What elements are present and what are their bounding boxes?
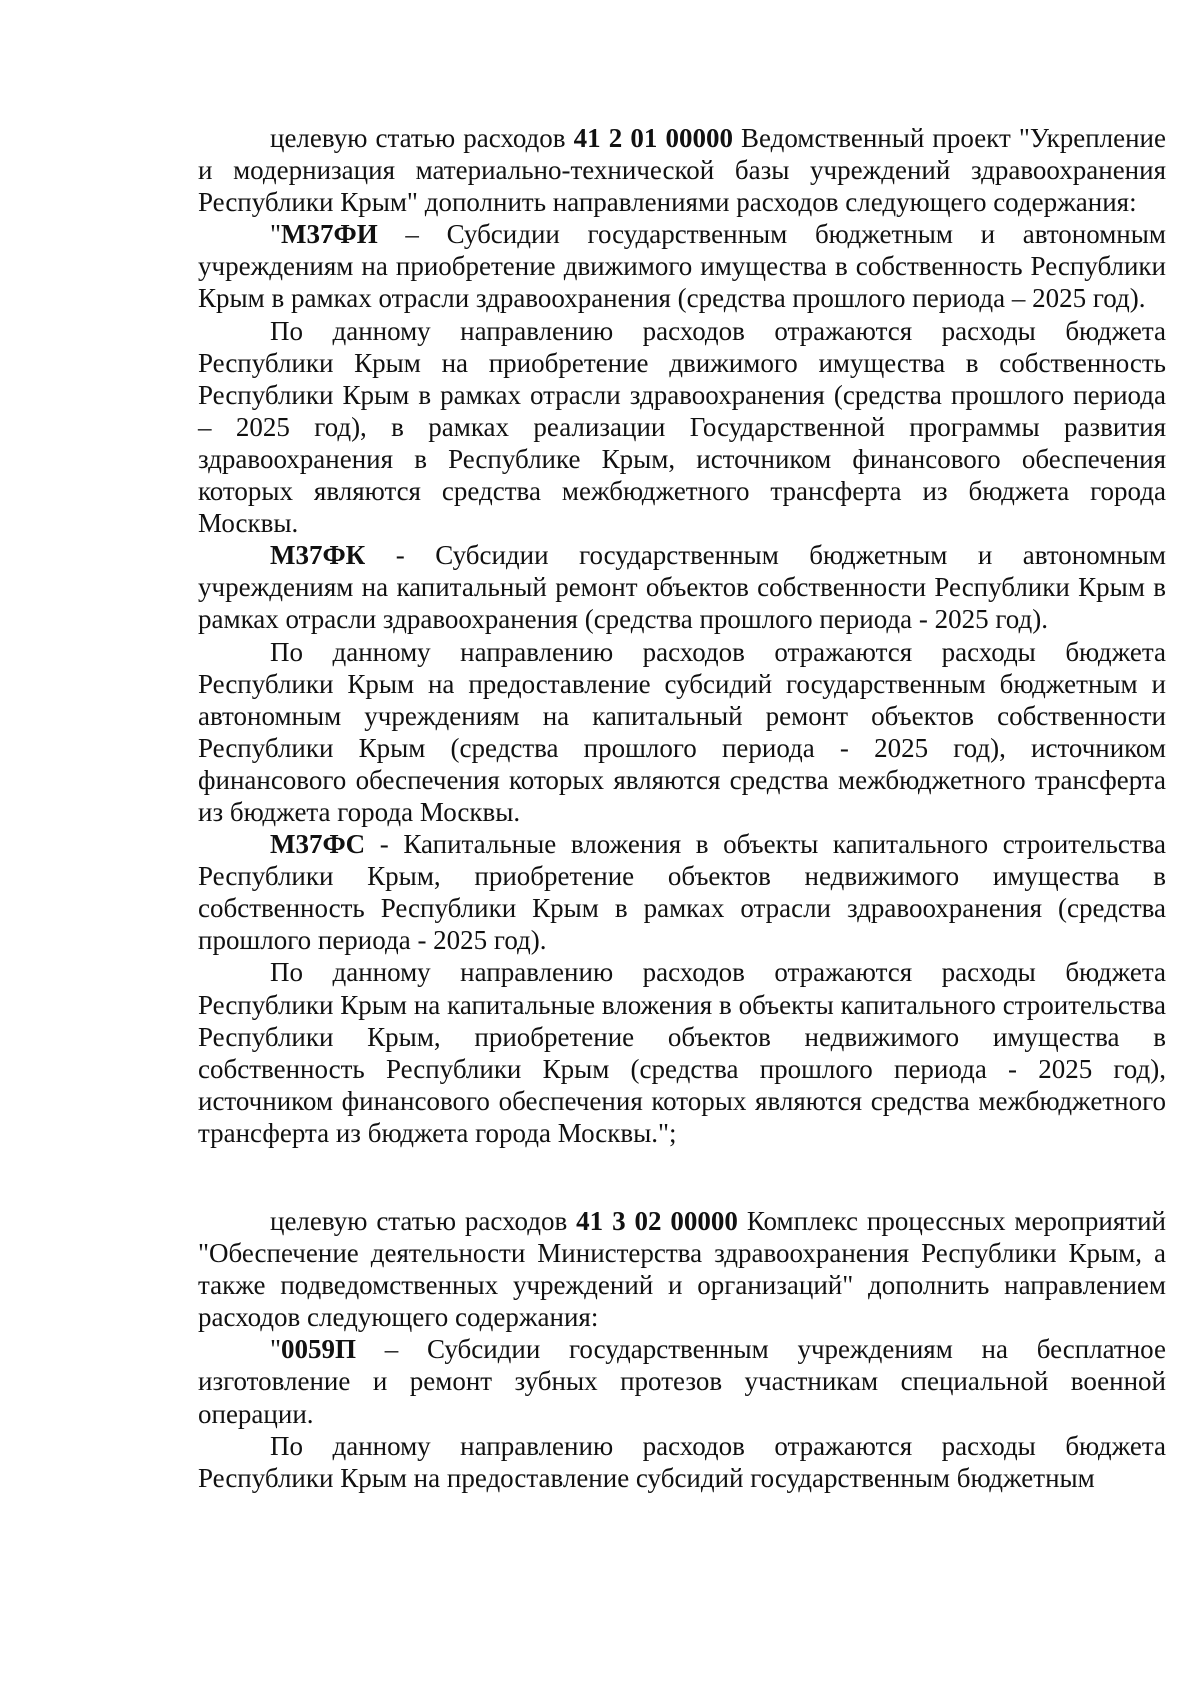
paragraph-m37fk bbox=[198, 539, 1166, 635]
paragraph-text: По данному направлению расходов отражаются расходы бюджета Республики Крым на предоставление субсидий государственным бюджетным bbox=[198, 1430, 1166, 1493]
paragraph-text: По данному направлению расходов отражаются расходы бюджета Республики Крым на предоставление субсидий государственным бюджетным и автономным учреждениям на капитальный ремонт объектов собственности Республики Крым (средства прошлого периода - 2025 год), источником финансового обеспечения которых являются средства межбюджетного трансферта из бюджета города Москвы. bbox=[198, 636, 1166, 827]
section-spacer bbox=[198, 1149, 1166, 1205]
paragraph-0059p bbox=[198, 1333, 1166, 1429]
paragraph-target-article-41-3-02 bbox=[198, 1205, 1166, 1333]
paragraph-text: Комплекс процессных мероприятий "Обеспечение деятельности Министерства здравоохранения Республики Крым, а также подведомственных учреждений и организаций" дополнить направлением расходов следующего содержания: bbox=[198, 1206, 1166, 1333]
paragraph-m37fi-description bbox=[198, 315, 1166, 540]
expense-code-m37fs: М37ФС bbox=[270, 829, 366, 860]
expense-code-0059p: 0059П bbox=[281, 1334, 357, 1365]
paragraph-text: По данному направлению расходов отражаются расходы бюджета Республики Крым на приобретение движимого имущества в собственность Республики Крым в рамках отрасли здравоохранения (средства прошлого периода – 2025 год), в рамках реализации Государственной программы развития здравоохранения в Республике Крым, источником финансового обеспечения которых являются средства межбюджетного трансферта из бюджета города Москвы. bbox=[198, 315, 1166, 539]
expense-code-m37fi: М37ФИ bbox=[281, 219, 378, 250]
target-article-code: 41 2 01 00000 bbox=[573, 123, 733, 153]
paragraph-0059p-description bbox=[198, 1430, 1166, 1494]
opening-quote: " bbox=[270, 1334, 282, 1365]
expense-code-m37fk: М37ФК bbox=[270, 540, 366, 571]
opening-quote: " bbox=[270, 219, 282, 250]
document-page bbox=[198, 122, 1166, 1494]
paragraph-m37fs-description bbox=[198, 956, 1166, 1149]
paragraph-text: - Капитальные вложения в объекты капитального строительства Республики Крым, приобретение объектов недвижимого имущества в собственность Республики Крым в рамках отрасли здравоохранения (средства прошлого периода - 2025 год). bbox=[198, 829, 1166, 956]
paragraph-text: По данному направлению расходов отражаются расходы бюджета Республики Крым на капитальные вложения в объекты капитального строительства Республики Крым, приобретение объектов недвижимого имущества в собственность Республики Крым (средства прошлого периода - 2025 год), источником финансового обеспечения которых являются средства межбюджетного трансферта из бюджета города Москвы."; bbox=[198, 957, 1166, 1148]
paragraph-text: – Субсидии государственным бюджетным и автономным учреждениям на приобретение движимого имущества в собственность Республики Крым в рамках отрасли здравоохранения (средства прошлого периода – 2025 год). bbox=[198, 219, 1166, 314]
paragraph-text: Ведомственный проект "Укрепление и модернизация материально-технической базы учреждений здравоохранения Республики Крым" дополнить направлениями расходов следующего содержания: bbox=[198, 123, 1166, 218]
paragraph-lead-text: целевую статью расходов bbox=[270, 123, 574, 153]
paragraph-m37fk-description bbox=[198, 636, 1166, 829]
target-article-code: 41 3 02 00000 bbox=[576, 1206, 738, 1236]
paragraph-text: – Субсидии государственным учреждениям на бесплатное изготовление и ремонт зубных протезов участникам специальной военной операции. bbox=[198, 1334, 1166, 1429]
paragraph-target-article-41-2-01 bbox=[198, 122, 1166, 218]
paragraph-text: - Субсидии государственным бюджетным и автономным учреждениям на капитальный ремонт объектов собственности Республики Крым в рамках отрасли здравоохранения (средства прошлого периода - 2025 год). bbox=[198, 540, 1166, 635]
paragraph-lead-text: целевую статью расходов bbox=[270, 1206, 577, 1236]
paragraph-m37fs bbox=[198, 828, 1166, 956]
paragraph-m37fi bbox=[198, 218, 1166, 314]
